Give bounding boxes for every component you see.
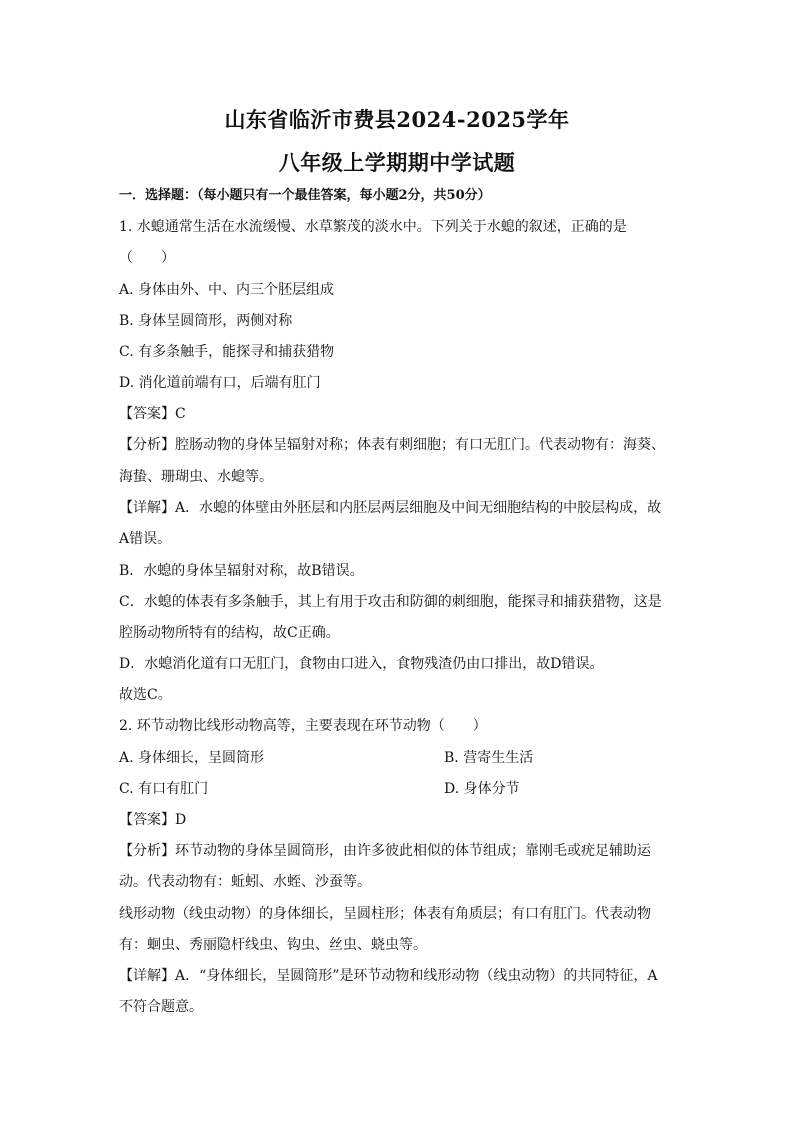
q1-analysis-line: 【分析】腔肠动物的身体呈辐射对称；体表有刺细胞；有口无肛门。代表动物有：海葵、 [119,437,665,453]
q2-stem: 2. 环节动物比线形动物高等，主要表现在环节动物（ ） [119,718,487,734]
q1-stem: 1. 水螅通常生活在水流缓慢、水草繁茂的淡水中。下列关于水螅的叙述，正确的是 [119,219,627,235]
q2-option-a: A. 身体细长，呈圆筒形 [119,750,265,766]
q1-detail-line: A错误。 [119,531,172,547]
q1-detail-line: C．水螅的体表有多条触手，其上有用于攻击和防御的刺细胞，能探寻和捕获猎物，这是 [119,594,662,610]
q1-detail-line: 腔肠动物所特有的结构，故C正确。 [119,625,340,641]
q1-option-d: D. 消化道前端有口，后端有肛门 [119,375,321,391]
q2-detail-line: 【详解】A．“身体细长，呈圆筒形”是环节动物和线形动物（线虫动物）的共同特征，A [119,968,658,984]
q2-analysis-line: 线形动物（线虫动物）的身体细长，呈圆柱形；体表有角质层；有口有肛门。代表动物 [119,906,651,922]
q2-option-c: C. 有口有肛门 [119,781,209,797]
q1-detail-line: D．水螅消化道有口无肛门，食物由口进入，食物残渣仍由口排出，故D错误。 [119,656,604,672]
q1-option-c: C. 有多条触手，能探寻和捕获猎物 [119,344,335,360]
q2-analysis-line: 【分析】环节动物的身体呈圆筒形，由许多彼此相似的体节组成；靠刚毛或疣足辅助运 [119,843,651,859]
q2-analysis-line: 有：蛔虫、秀丽隐杆线虫、钩虫、丝虫、蛲虫等。 [119,937,427,953]
q2-option-d: D. 身体分节 [444,781,520,797]
q1-stem-blank: （ ） [119,250,175,266]
q1-option-a: A. 身体由外、中、内三个胚层组成 [119,282,335,298]
q1-detail-line: B．水螅的身体呈辐射对称，故B错误。 [119,563,364,579]
q2-option-b: B. 营寄生生活 [444,750,534,766]
q2-detail-line: 不符合题意。 [119,999,203,1015]
q2-analysis-line: 动。代表动物有：蚯蚓、水蛭、沙蚕等。 [119,874,371,890]
page-title-line1: 山东省临沂市费县2024-2025学年 [224,107,570,132]
q1-detail-line: 【详解】A．水螅的体壁由外胚层和内胚层两层细胞及中间无细胞结构的中胶层构成，故 [119,500,662,516]
q1-analysis-line: 海蛰、珊瑚虫、水螅等。 [119,469,273,485]
q2-answer: 【答案】D [119,812,187,828]
page-title-line2: 八年级上学期期中学试题 [278,150,516,175]
q1-answer: 【答案】C [119,406,186,422]
section-heading: 一．选择题：（每小题只有一个最佳答案，每小题2分，共50分） [119,188,491,203]
q1-option-b: B. 身体呈圆筒形，两侧对称 [119,313,293,329]
q1-detail-line: 故选C。 [119,687,172,703]
